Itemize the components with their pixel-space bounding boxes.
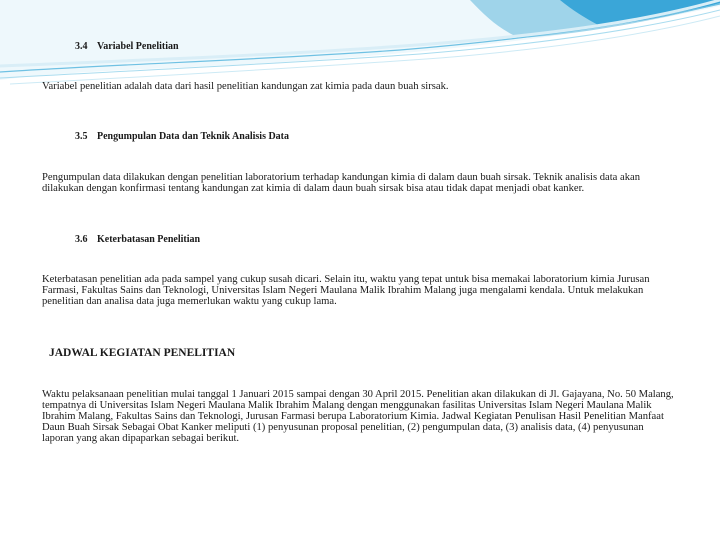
section-body-pengumpulan: Pengumpulan data dilakukan dengan penelitian laboratorium terhadap kandungan kimia di dalam daun buah sirsak. Teknik analisis data akan dilakukan dengan konfirmasi tentang kandungan zat kimia di dalam daun buah sirsak bisa atau tidak dapat menjadi obat kanker. [42,172,641,194]
section-heading-pengumpulan [75,131,289,142]
schedule-body: Waktu pelaksanaan penelitian mulai tanggal 1 Januari 2015 sampai dengan 30 April 2015. Penelitian akan dilakukan di Jl. Gajayana, No. 50 Malang, tempatnya di Universitas Islam Negeri Maulana Malik Ibrahim Malang dengan menggunakan fasilitas Universitas Islam Negeri Maulana Malik Ibrahim Malang, Fakultas Sains dan Teknologi, Jurusan Farmasi berupa Laboratorium Kimia. Jadwal Kegiatan Penulisan Hasil Penelitian Manfaat Daun Buah Sirsak Sebagai Obat Kanker meliputi (1) penyusunan proposal penelitian, (2) pengumpulan data, (3) analisis data, (4) penyusunan laporan yang akan dipaparkan sebagai berikut. [42,389,674,444]
section-title: Keterbatasan Penelitian [97,234,201,245]
section-body-variabel: Variabel penelitian adalah data dari hasil penelitian kandungan zat kimia pada daun buah sirsak. [42,81,449,92]
section-number: 3.4 [75,41,88,52]
section-number: 3.5 [75,131,88,142]
section-heading-keterbatasan [75,234,200,245]
section-heading-variabel [75,41,179,52]
section-title: Variabel Penelitian [97,41,179,52]
section-title: Pengumpulan Data dan Teknik Analisis Data [97,131,290,142]
schedule-title: JADWAL KEGIATAN PENELITIAN [49,347,236,359]
section-number: 3.6 [75,234,88,245]
section-body-keterbatasan: Keterbatasan penelitian ada pada sampel yang cukup susah dicari. Selain itu, waktu yang tepat untuk bisa memakai laboratorium kimia Jurusan Farmasi, Fakultas Sains dan Teknologi, Universitas Islam Negeri Maulana Malik Ibrahim Malang juga mengalami kendala. Untuk melakukan penelitian dan analisa data juga memerlukan waktu yang cukup lama. [42,274,650,307]
